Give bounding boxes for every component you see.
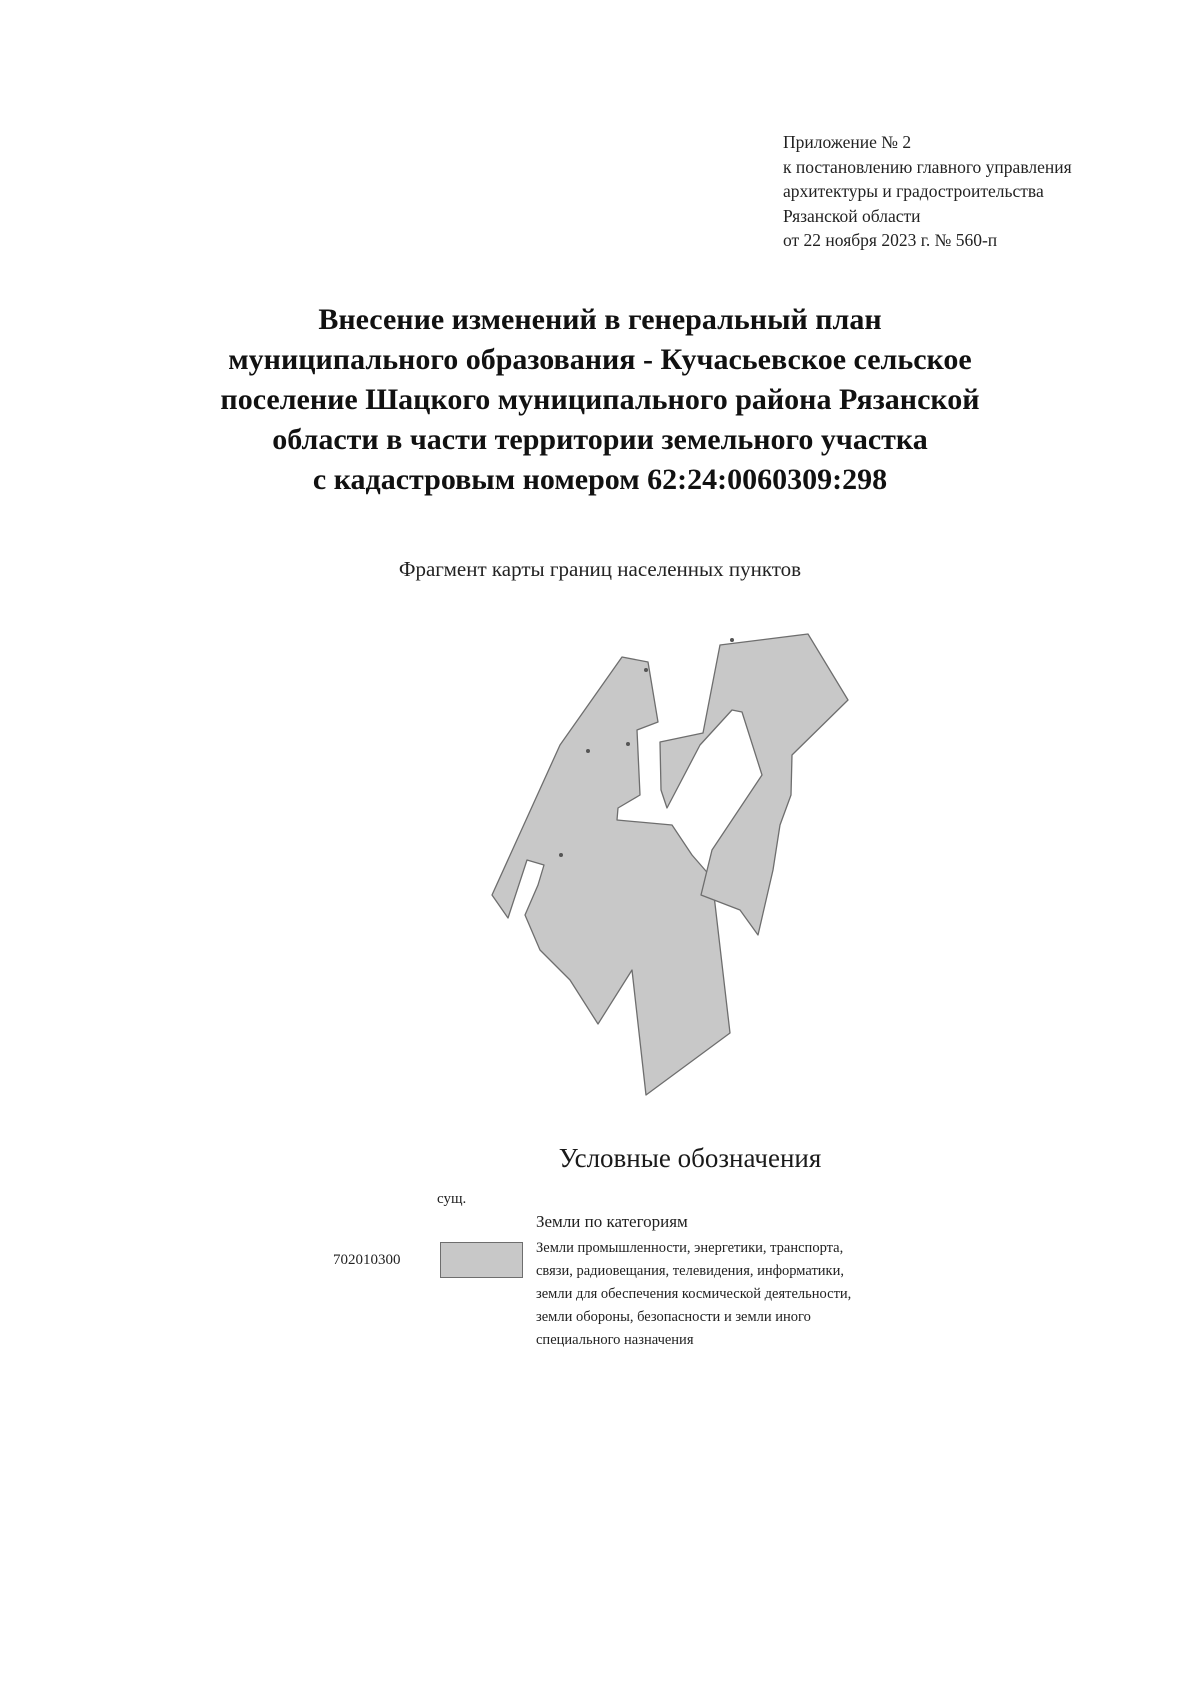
legend-description-line: специального назначения bbox=[536, 1332, 694, 1348]
legend-description-line: связи, радиовещания, телевидения, информатики, bbox=[536, 1263, 844, 1279]
document-title bbox=[150, 300, 1050, 500]
boundary-point bbox=[626, 742, 630, 746]
title-line: поселение Шацкого муниципального района Рязанской bbox=[220, 383, 980, 416]
legend-description-line: земли обороны, безопасности и земли иного bbox=[536, 1309, 811, 1325]
land-plot-polygon bbox=[492, 657, 730, 1095]
appendix-line: от 22 ноября 2023 г. № 560-п bbox=[783, 230, 998, 250]
title-line: с кадастровым номером 62:24:0060309:298 bbox=[312, 463, 888, 496]
map-subtitle: Фрагмент карты границ населенных пунктов bbox=[398, 557, 802, 581]
legend-code: 702010300 bbox=[333, 1252, 401, 1268]
appendix-line: Рязанской области bbox=[783, 205, 921, 226]
legend-abbreviation: сущ. bbox=[437, 1191, 467, 1207]
legend-description-line: Земли промышленности, энергетики, транспорта, bbox=[536, 1240, 844, 1256]
legend-category: Земли по категориям bbox=[536, 1212, 688, 1231]
appendix-line: Приложение № 2 bbox=[783, 132, 912, 152]
appendix-line: архитектуры и градостроительства bbox=[783, 181, 1044, 201]
title-line: области в части территории земельного участка bbox=[272, 423, 928, 456]
boundary-point bbox=[586, 749, 590, 753]
legend-description-line: земли для обеспечения космической деятельности, bbox=[536, 1286, 852, 1302]
boundary-point bbox=[559, 853, 563, 857]
appendix-line: к постановлению главного управления bbox=[783, 156, 1072, 177]
title-line: муниципального образования - Кучасьевское сельское bbox=[228, 343, 972, 376]
appendix-block bbox=[783, 130, 1072, 253]
legend-swatch bbox=[440, 1242, 523, 1278]
legend-title: Условные обозначения bbox=[558, 1143, 822, 1173]
title-line: Внесение изменений в генеральный план bbox=[318, 303, 882, 336]
boundary-point bbox=[730, 638, 734, 642]
legend-description bbox=[536, 1237, 851, 1352]
land-plot-map bbox=[480, 625, 850, 1110]
boundary-point bbox=[644, 668, 648, 672]
